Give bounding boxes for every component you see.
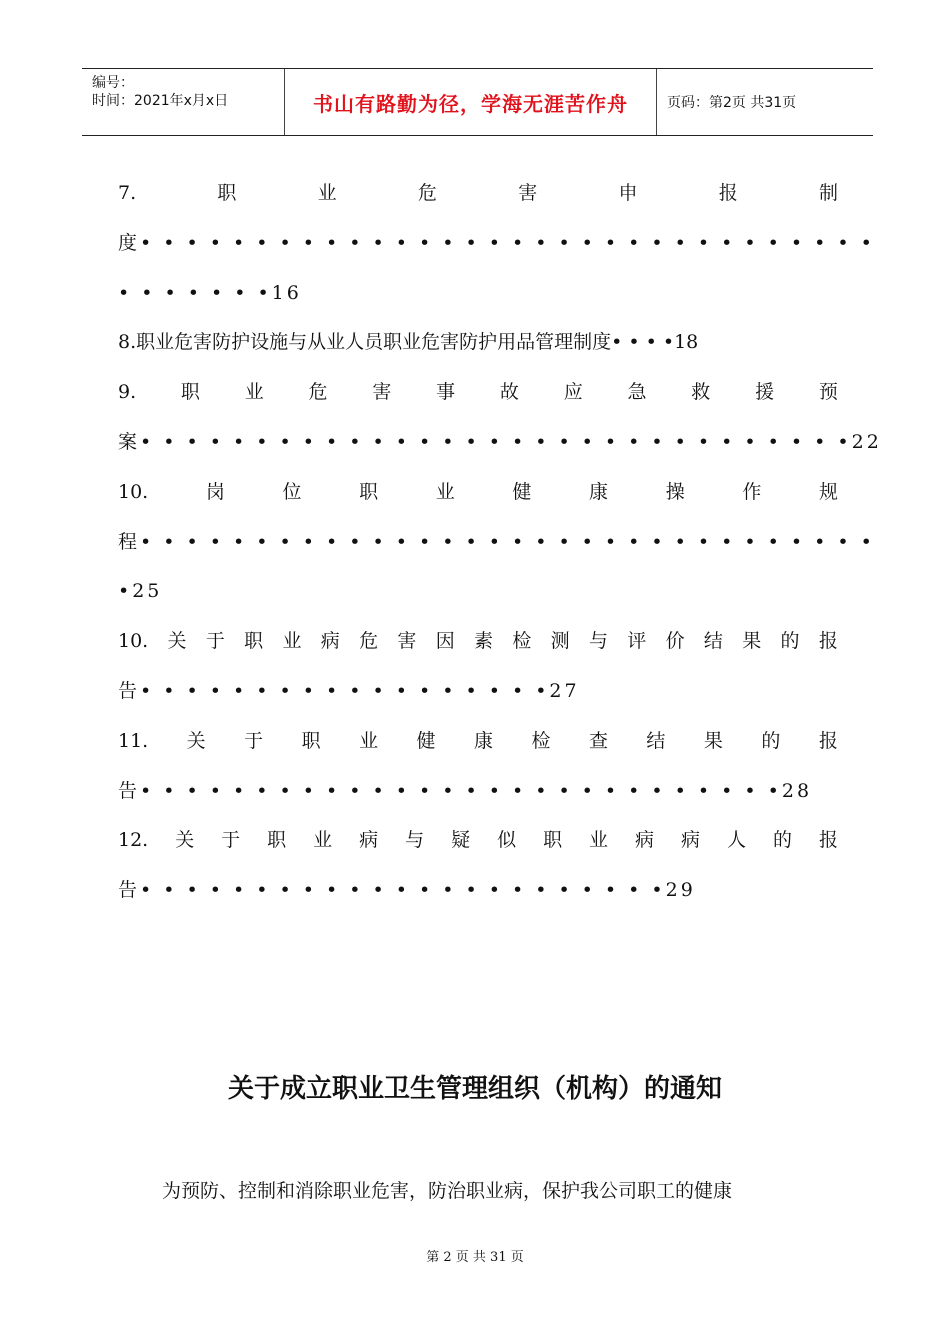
toc-item-9-line2: 案• • • • • • • • • • • • • • • • • • • • • • • • • • • • • • •22 [118, 431, 882, 453]
toc-item-10a-line1 [118, 477, 838, 507]
toc-item-10a-line2: 程• • • • • • • • • • • • • • • • • • • • • • • • • • • • • • • • [118, 531, 875, 553]
toc-char: 害 [518, 182, 538, 204]
notice-title: 关于成立职业卫生管理组织（机构）的通知 [227, 1074, 722, 1104]
page-info-text: 页码：第2页 共31页 [667, 95, 797, 111]
toc-char: 规 [818, 481, 838, 503]
toc-char: 危 [359, 630, 379, 652]
toc-char: 职 [301, 730, 321, 752]
time-label: 时间：2021年x月x日 [92, 93, 229, 109]
toc-char: 12. [118, 829, 149, 851]
toc-char: 康 [589, 481, 609, 503]
toc-item-7-line3: • • • • • • •16 [118, 282, 302, 304]
toc-char: 业 [313, 829, 333, 851]
toc-char: 业 [317, 182, 337, 204]
toc-char: 危 [417, 182, 437, 204]
toc-item-9-line1 [118, 377, 838, 407]
toc-item-8: 8.职业危害防护设施与从业人员职业危害防护用品管理制度• • • •18 [118, 331, 699, 353]
toc-char: 健 [512, 481, 532, 503]
header-meta [82, 69, 285, 135]
toc-char: 作 [742, 481, 762, 503]
toc-char: 岗 [205, 481, 225, 503]
toc-char: 关 [167, 630, 187, 652]
toc-char: 救 [691, 381, 711, 403]
toc-char: 查 [588, 730, 608, 752]
toc-item-7-line2: 度• • • • • • • • • • • • • • • • • • • • • • • • • • • • • • • • [118, 232, 875, 254]
toc-char: 职 [244, 630, 264, 652]
toc-char: 于 [221, 829, 241, 851]
toc-char: 业 [589, 829, 609, 851]
toc-char: 急 [627, 381, 647, 403]
motto-text: 书山有路勤为径，学海无涯苦作舟 [313, 91, 628, 116]
toc-char: 业 [359, 730, 379, 752]
toc-char: 的 [761, 730, 781, 752]
toc-item-10b-line1 [118, 626, 838, 656]
toc-char: 10. [118, 481, 149, 503]
toc-char: 结 [646, 730, 666, 752]
toc-char: 关 [186, 730, 206, 752]
toc-char: 职 [217, 182, 237, 204]
toc-char: 报 [818, 829, 838, 851]
toc-char: 素 [474, 630, 494, 652]
toc-char: 病 [635, 829, 655, 851]
toc-item-10a-line3: •25 [118, 580, 163, 602]
toc-item-12-line2: 告• • • • • • • • • • • • • • • • • • • • • • •29 [118, 879, 696, 901]
toc-char: 与 [405, 829, 425, 851]
toc-char: 9. [118, 381, 137, 403]
toc-char: 危 [308, 381, 328, 403]
page-header [82, 68, 873, 136]
toc-char: 因 [435, 630, 455, 652]
toc-char: 果 [742, 630, 762, 652]
toc-char: 果 [703, 730, 723, 752]
toc-char: 测 [550, 630, 570, 652]
notice-paragraph: 为预防、控制和消除职业危害，防治职业病，保护我公司职工的健康 [162, 1180, 733, 1202]
toc-char: 事 [436, 381, 456, 403]
toc-char: 于 [244, 730, 264, 752]
toc-item-11-line1 [118, 726, 838, 756]
toc-char: 职 [359, 481, 379, 503]
toc-char: 病 [320, 630, 340, 652]
toc-char: 关 [175, 829, 195, 851]
toc-char: 位 [282, 481, 302, 503]
toc-char: 11. [118, 730, 149, 752]
toc-char: 报 [718, 182, 738, 204]
toc-char: 疑 [451, 829, 471, 851]
toc-char: 检 [531, 730, 551, 752]
toc-char: 业 [282, 630, 302, 652]
toc-char: 病 [681, 829, 701, 851]
header-page-info [657, 69, 873, 135]
toc-char: 操 [665, 481, 685, 503]
toc-char: 检 [512, 630, 532, 652]
toc-char: 援 [755, 381, 775, 403]
toc-char: 业 [244, 381, 264, 403]
toc-char: 预 [818, 381, 838, 403]
toc-char: 业 [435, 481, 455, 503]
number-label: 编号： [92, 75, 134, 91]
toc-char: 于 [205, 630, 225, 652]
toc-char: 的 [772, 829, 792, 851]
toc-char: 应 [563, 381, 583, 403]
toc-char: 申 [618, 182, 638, 204]
toc-char: 7. [118, 182, 137, 204]
toc-char: 职 [267, 829, 287, 851]
toc-char: 人 [727, 829, 747, 851]
toc-char: 故 [499, 381, 519, 403]
toc-char: 职 [543, 829, 563, 851]
toc-char: 害 [397, 630, 417, 652]
toc-item-7-line1 [118, 178, 838, 208]
header-motto-cell [285, 69, 657, 135]
toc-char: 职 [180, 381, 200, 403]
toc-char: 康 [474, 730, 494, 752]
page-footer: 第 2 页 共 31 页 [426, 1250, 524, 1265]
toc-char: 制 [818, 182, 838, 204]
toc-item-11-line2: 告• • • • • • • • • • • • • • • • • • • • • • • • • • • •28 [118, 780, 813, 802]
toc-char: 与 [588, 630, 608, 652]
toc-char: 害 [372, 381, 392, 403]
toc-char: 病 [359, 829, 379, 851]
toc-char: 报 [818, 630, 838, 652]
toc-char: 报 [818, 730, 838, 752]
toc-char: 10. [118, 630, 149, 652]
toc-char: 健 [416, 730, 436, 752]
toc-char: 价 [665, 630, 685, 652]
toc-char: 的 [780, 630, 800, 652]
toc-char: 似 [497, 829, 517, 851]
toc-item-12-line1 [118, 825, 838, 855]
toc-item-10b-line2: 告• • • • • • • • • • • • • • • • • •27 [118, 680, 580, 702]
toc-char: 评 [627, 630, 647, 652]
toc-char: 结 [703, 630, 723, 652]
